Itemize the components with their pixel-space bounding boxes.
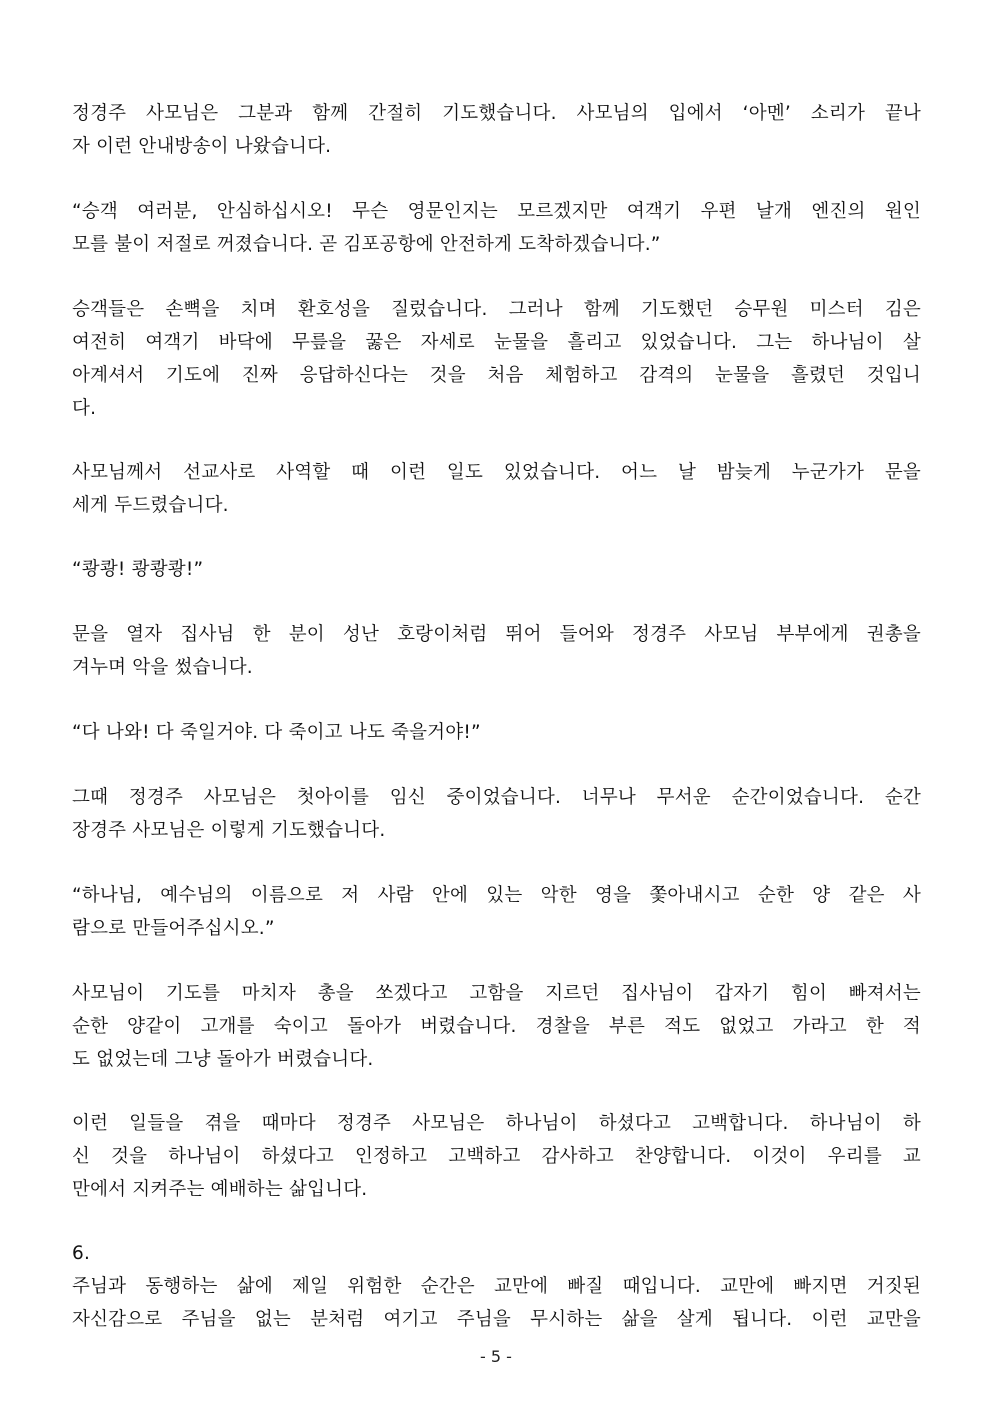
paragraph-line: 도 없었는데 그냥 돌아가 버렸습니다. (72, 1049, 374, 1070)
paragraph-line: 만에서 지켜주는 예배하는 삶입니다. (72, 1179, 368, 1200)
section-number: 6. (72, 1243, 91, 1264)
paragraph-line: 세게 두드렸습니다. (72, 495, 229, 516)
paragraph-line: 아계셔서 기도에 진짜 응답하신다는 것을 처음 체험하고 감격의 눈물을 흘렸던 것입니 (72, 365, 921, 386)
paragraph-line: 장경주 사모님은 이렇게 기도했습니다. (72, 820, 386, 841)
page-number: - 5 - (480, 1347, 512, 1366)
paragraph-line: 다. (72, 398, 97, 419)
paragraph-line: “쾅쾅! 쾅쾅쾅!” (72, 559, 204, 580)
paragraph-line: 겨누며 악을 썼습니다. (72, 657, 253, 678)
paragraph-11 (72, 1107, 921, 1206)
paragraph-line: 자 이런 안내방송이 나왔습니다. (72, 136, 332, 157)
paragraph-line: 그때 정경주 사모님은 첫아이를 임신 중이었습니다. 너무나 무서운 순간이었습니다. 순간 (72, 787, 921, 808)
paragraph-line: 사모님께서 선교사로 사역할 때 이런 일도 있었습니다. 어느 날 밤늦게 누군가가 문을 (72, 462, 921, 483)
paragraph-12 (72, 1237, 921, 1336)
paragraph-line: “다 나와! 다 죽일거야. 다 죽이고 나도 죽을거야!” (72, 722, 481, 743)
paragraph-line: 자신감으로 주님을 없는 분처럼 여기고 주님을 무시하는 삶을 살게 됩니다. 이런 교만을 (72, 1309, 921, 1330)
paragraph-line: 모를 불이 저절로 꺼졌습니다. 곧 김포공항에 안전하게 도착하겠습니다.” (72, 234, 661, 255)
paragraph-line: “승객 여러분, 안심하십시오! 무슨 영문인지는 모르겠지만 여객기 우편 날개 엔진의 원인 (72, 201, 921, 222)
paragraph-line: 순한 양같이 고개를 숙이고 돌아가 버렸습니다. 경찰을 부른 적도 없었고 가라고 한 적 (72, 1016, 921, 1037)
paragraph-4 (72, 456, 921, 522)
paragraph-8 (72, 781, 921, 847)
paragraph-6 (72, 618, 921, 684)
paragraph-3 (72, 293, 921, 425)
paragraph-2 (72, 195, 921, 261)
paragraph-line: “하나님, 예수님의 이름으로 저 사람 안에 있는 악한 영을 쫓아내시고 순한 양 같은 사 (72, 885, 921, 906)
paragraph-line: 승객들은 손뼉을 치며 환호성을 질렀습니다. 그러나 함께 기도했던 승무원 미스터 김은 (72, 299, 921, 320)
paragraph-line: 신 것을 하나님이 하셨다고 인정하고 고백하고 감사하고 찬양합니다. 이것이 우리를 교 (72, 1146, 921, 1167)
paragraph-line: 람으로 만들어주십시오.” (72, 918, 275, 939)
paragraph-line: 이런 일들을 겪을 때마다 정경주 사모님은 하나님이 하셨다고 고백합니다. 하나님이 하 (72, 1113, 921, 1134)
paragraph-line: 문을 열자 집사님 한 분이 성난 호랑이처럼 뛰어 들어와 정경주 사모님 부부에게 권총을 (72, 624, 921, 645)
paragraph-line: 주님과 동행하는 삶에 제일 위험한 순간은 교만에 빠질 때입니다. 교만에 빠지면 거짓된 (72, 1276, 921, 1297)
paragraph-line: 정경주 사모님은 그분과 함께 간절히 기도했습니다. 사모님의 입에서 ‘아멘’ 소리가 끝나 (72, 103, 921, 124)
paragraph-1 (72, 97, 921, 163)
paragraph-9 (72, 879, 921, 945)
paragraph-10 (72, 977, 921, 1076)
paragraph-line: 사모님이 기도를 마치자 총을 쏘겠다고 고함을 지르던 집사님이 갑자기 힘이 빠져서는 (72, 983, 921, 1004)
paragraph-7 (72, 716, 921, 749)
paragraph-line: 여전히 여객기 바닥에 무릎을 꿇은 자세로 눈물을 흘리고 있었습니다. 그는 하나님이 살 (72, 332, 921, 353)
paragraph-5 (72, 553, 921, 586)
